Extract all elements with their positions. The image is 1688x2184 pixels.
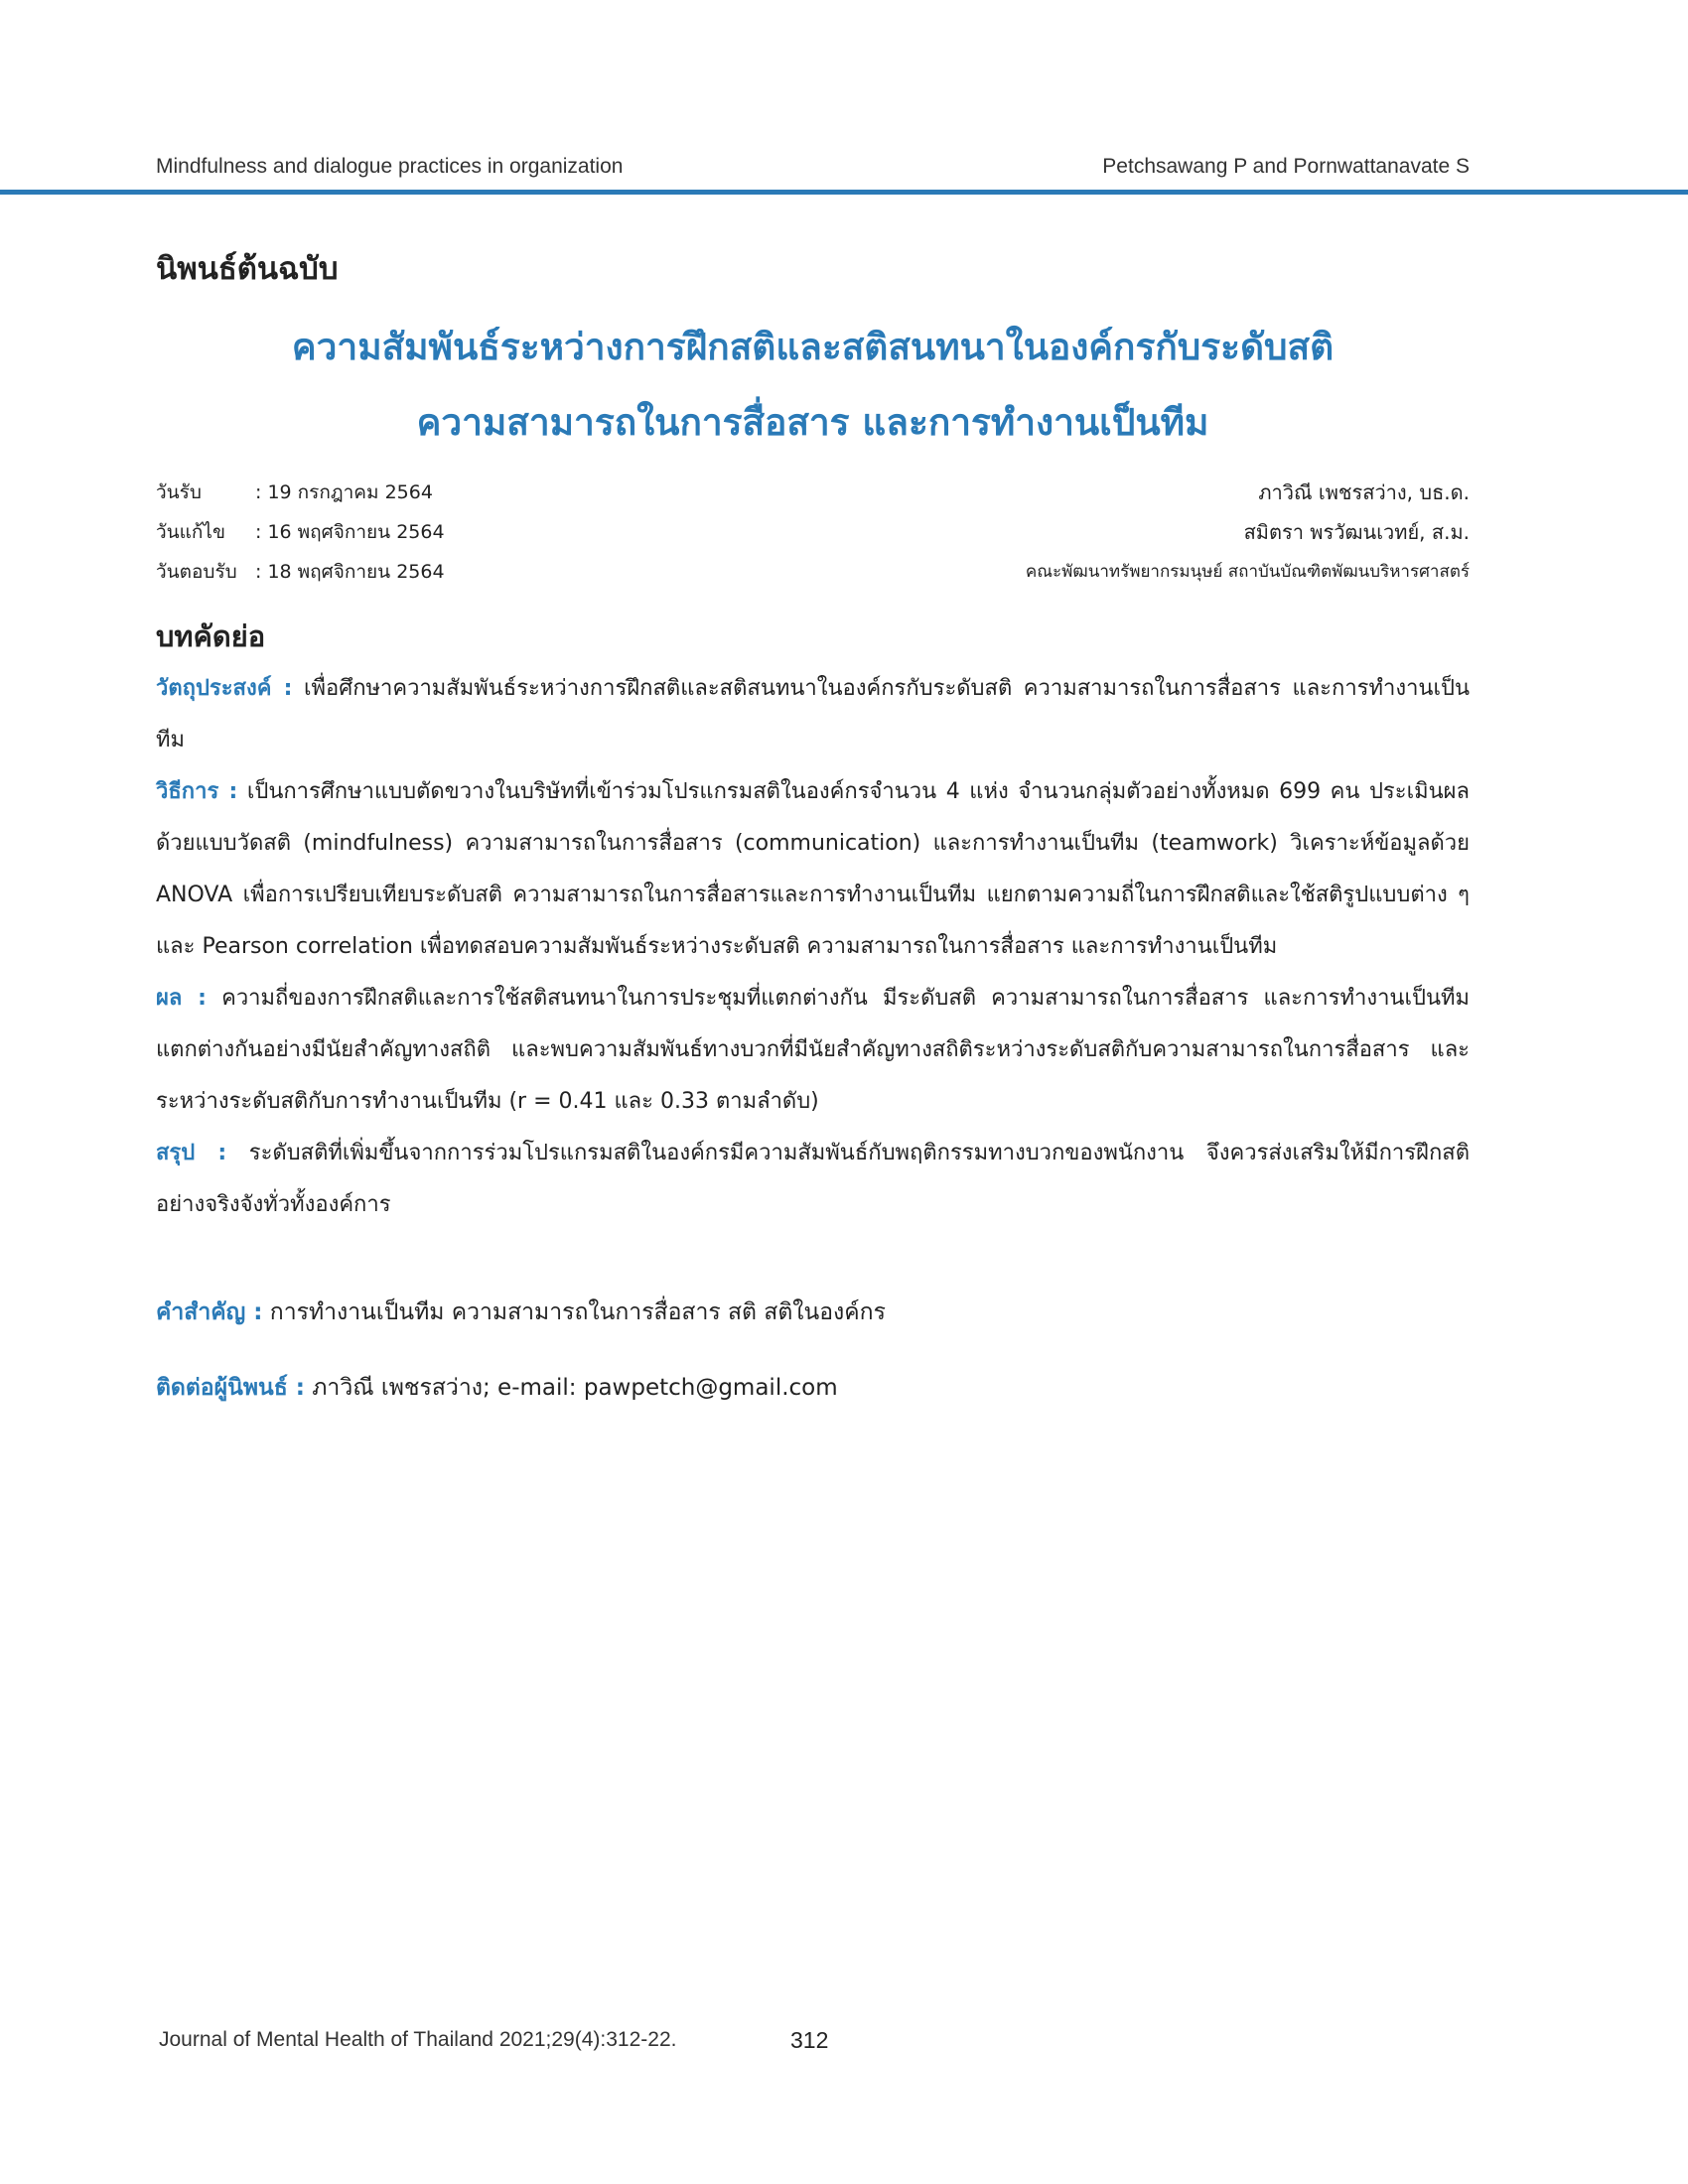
- contact-text: ภาวิณี เพชรสว่าง; e-mail: pawpetch@gmail.com: [312, 1375, 838, 1401]
- date-label: วันตอบรับ: [156, 561, 237, 583]
- date-value: : 19 กรกฎาคม 2564: [255, 481, 433, 503]
- methods-label: วิธีการ :: [156, 779, 238, 804]
- results-label: ผล :: [156, 986, 207, 1011]
- author-2: สมิตรา พรวัฒนเวทย์, ส.ม.: [1243, 520, 1470, 544]
- conclusion-label: สรุป :: [156, 1141, 227, 1165]
- date-value: : 16 พฤศจิกายน 2564: [255, 521, 445, 543]
- abstract-objective: [156, 663, 1470, 766]
- author-1: ภาวิณี เพชรสว่าง, บธ.ด.: [1258, 480, 1470, 504]
- objective-label: วัตถุประสงค์ :: [156, 676, 293, 701]
- contact-label: ติดต่อผู้นิพนธ์ :: [156, 1375, 305, 1401]
- abstract-conclusion: [156, 1128, 1470, 1231]
- keywords-text: การทำงานเป็นทีม ความสามารถในการสื่อสาร สติ สติในองค์กร: [269, 1299, 886, 1325]
- submission-dates: [156, 473, 445, 592]
- date-received: [156, 473, 445, 512]
- date-value: : 18 พฤศจิกายน 2564: [255, 561, 445, 583]
- results-text: ความถี่ของการฝึกสติและการใช้สติสนทนาในการประชุมที่แตกต่างกัน มีระดับสติ ความสามารถในการสื่อสาร และการทำงานเป็นทีม แตกต่างกันอย่างมีนัยสำคัญทางสถิติ และพบความสัมพันธ์ทางบวกที่มีนัยสำคัญทางสถิติระหว่างระดับสติกับความสามารถในการสื่อสาร และระหว่างระดับสติกับการทำงานเป็นทีม (r = 0.41 และ 0.33 ตามลำดับ): [156, 986, 1470, 1114]
- corresponding-author: [156, 1368, 1470, 1408]
- article-title: [156, 310, 1470, 461]
- running-header-authors: Petchsawang P and Pornwattanavate S: [1102, 155, 1470, 178]
- footer-citation: Journal of Mental Health of Thailand 2021;29(4):312-22.: [159, 2028, 677, 2051]
- page-number: 312: [790, 2027, 829, 2053]
- abstract-heading: บทคัดย่อ: [156, 619, 266, 653]
- objective-text: เพื่อศึกษาความสัมพันธ์ระหว่างการฝึกสติและสติสนทนาในองค์กรกับระดับสติ ความสามารถในการสื่อสาร และการทำงานเป็นทีม: [156, 676, 1470, 752]
- running-header: [156, 155, 1470, 185]
- abstract-body: [156, 663, 1470, 1231]
- article-title-line-1: ความสัมพันธ์ระหว่างการฝึกสติและสติสนทนาในองค์กรกับระดับสติ: [291, 326, 1335, 368]
- conclusion-text: ระดับสติที่เพิ่มขึ้นจากการร่วมโปรแกรมสติในองค์กรมีความสัมพันธ์กับพฤติกรรมทางบวกของพนักงาน จึงควรส่งเสริมให้มีการฝึกสติอย่างจริงจังทั่วทั้งองค์การ: [156, 1141, 1470, 1217]
- date-label: วันรับ: [156, 481, 202, 503]
- keywords: [156, 1293, 1470, 1332]
- keywords-label: คำสำคัญ :: [156, 1299, 263, 1325]
- date-revised: [156, 512, 445, 552]
- header-rule: [0, 190, 1688, 195]
- article-title-line-2: ความสามารถในการสื่อสาร และการทำงานเป็นทีม: [416, 401, 1209, 444]
- author-block: [1026, 473, 1470, 592]
- methods-text: เป็นการศึกษาแบบตัดขวางในบริษัทที่เข้าร่วมโปรแกรมสติในองค์กรจำนวน 4 แห่ง จำนวนกลุ่มตัวอย่างทั้งหมด 699 คน ประเมินผลด้วยแบบวัดสติ (mindfulness) ความสามารถในการสื่อสาร (communication) และการทำงานเป็นทีม (teamwork) วิเคราะห์ข้อมูลด้วย ANOVA เพื่อการเปรียบเทียบระดับสติ ความสามารถในการสื่อสารและการทำงานเป็นทีม แยกตามความถี่ในการฝึกสติและใช้สติรูปแบบต่าง ๆ และ Pearson correlation เพื่อทดสอบความสัมพันธ์ระหว่างระดับสติ ความสามารถในการสื่อสาร และการทำงานเป็นทีม: [156, 779, 1470, 959]
- author-affiliation: คณะพัฒนาทรัพยากรมนุษย์ สถาบันบัณฑิตพัฒนบริหารศาสตร์: [1025, 562, 1470, 582]
- abstract-methods: [156, 766, 1470, 973]
- article-type: นิพนธ์ต้นฉบับ: [156, 251, 339, 287]
- date-label: วันแก้ไข: [156, 521, 225, 543]
- date-accepted: [156, 552, 445, 592]
- abstract-results: [156, 973, 1470, 1128]
- running-header-title: Mindfulness and dialogue practices in organization: [156, 155, 624, 178]
